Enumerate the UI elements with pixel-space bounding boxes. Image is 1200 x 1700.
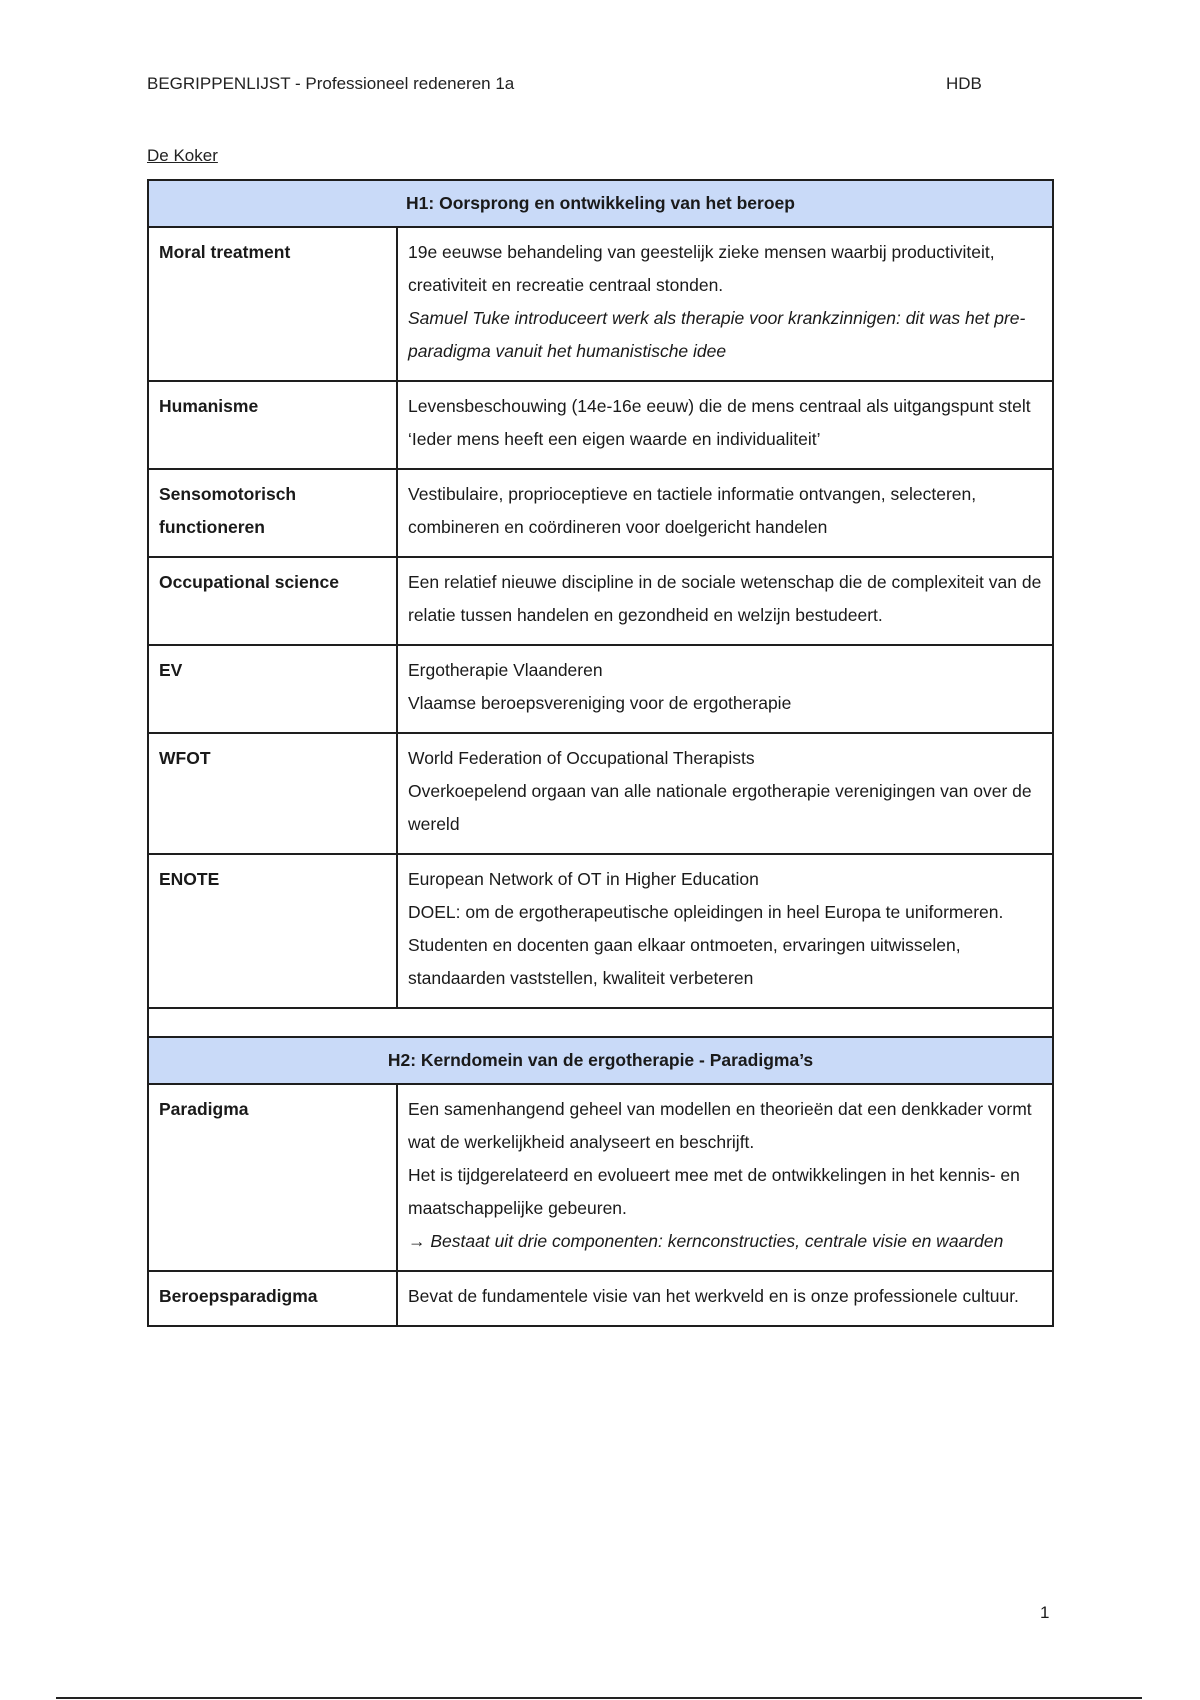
page-number: 1 [1040, 1603, 1050, 1622]
section-header-h2 [148, 1037, 1053, 1084]
definition-line: Vlaamse beroepsvereniging voor de ergotherapie [408, 693, 792, 713]
definition-line: Bevat de fundamentele visie van het werkveld en is onze professionele cultuur. [408, 1286, 1019, 1306]
glossary-row [148, 854, 1053, 1008]
section-header-h1 [148, 180, 1053, 227]
glossary-row [148, 227, 1053, 381]
definition-cell [397, 381, 1053, 469]
glossary-row [148, 733, 1053, 854]
definition-line: European Network of OT in Higher Education [408, 869, 759, 889]
term-cell: ENOTE [148, 854, 397, 1008]
definition-line: DOEL: om de ergotherapeutische opleidingen in heel Europa te uniformeren. Studenten en docenten gaan elkaar ontmoeten, ervaringen uitwisselen, standaarden vaststellen, kwaliteit verbeteren [408, 902, 1004, 988]
definition-cell [397, 1084, 1053, 1271]
document-title: BEGRIPPENLIJST - Professioneel redeneren 1a [147, 74, 515, 93]
definition-line: Het is tijdgerelateerd en evolueert mee met de ontwikkelingen in het kennis- en maatschappelijke gebeuren. [408, 1165, 1020, 1218]
definition-cell [397, 227, 1053, 381]
author-name: De Koker [147, 146, 218, 165]
definition-cell [397, 645, 1053, 733]
author-initials: HDB [946, 74, 982, 93]
definition-line: Samuel Tuke introduceert werk als therapie voor krankzinnigen: dit was het pre-paradigma vanuit het humanistische idee [408, 308, 1026, 361]
term-cell: WFOT [148, 733, 397, 854]
definition-line: Een samenhangend geheel van modellen en theorieën dat een denkkader vormt wat de werkelijkheid analyseert en beschrijft. [408, 1099, 1032, 1152]
glossary-row [148, 381, 1053, 469]
term-cell: Moral treatment [148, 227, 397, 381]
glossary-row [148, 1271, 1053, 1326]
glossary-row [148, 557, 1053, 645]
definition-line: Overkoepelend orgaan van alle nationale ergotherapie verenigingen van over de wereld [408, 781, 1032, 834]
definition-cell [397, 469, 1053, 557]
term-cell: Beroepsparadigma [148, 1271, 397, 1326]
glossary-row [148, 469, 1053, 557]
definition-line: Een relatief nieuwe discipline in de sociale wetenschap die de complexiteit van de relatie tussen handelen en gezondheid en welzijn bestudeert. [408, 572, 1042, 625]
definition-cell [397, 557, 1053, 645]
glossary-table [147, 179, 1054, 1327]
definition-line: Levensbeschouwing (14e-16e eeuw) die de mens centraal als uitgangspunt stelt [408, 396, 1031, 416]
definition-cell [397, 854, 1053, 1008]
term-cell: Sensomotorisch functioneren [148, 469, 397, 557]
section-heading: H2: Kerndomein van de ergotherapie - Paradigma’s [148, 1037, 1053, 1084]
definition-line: Vestibulaire, proprioceptieve en tactiele informatie ontvangen, selecteren, combineren en coördineren voor doelgericht handelen [408, 484, 977, 537]
section-heading: H1: Oorsprong en ontwikkeling van het beroep [148, 180, 1053, 227]
definition-line: Ergotherapie Vlaanderen [408, 660, 603, 680]
definition-line: → Bestaat uit drie componenten: kernconstructies, centrale visie en waarden [408, 1231, 1004, 1251]
term-cell: EV [148, 645, 397, 733]
glossary-row [148, 645, 1053, 733]
definition-cell [397, 1271, 1053, 1326]
term-cell: Paradigma [148, 1084, 397, 1271]
term-cell: Occupational science [148, 557, 397, 645]
definition-line: ‘Ieder mens heeft een eigen waarde en individualiteit’ [408, 429, 821, 449]
table-spacer-row [148, 1008, 1053, 1037]
definition-line: World Federation of Occupational Therapists [408, 748, 755, 768]
glossary-row [148, 1084, 1053, 1271]
definition-line: 19e eeuwse behandeling van geestelijk zieke mensen waarbij productiviteit, creativiteit en recreatie centraal stonden. [408, 242, 995, 295]
definition-cell [397, 733, 1053, 854]
footer-divider [56, 1697, 1142, 1699]
term-cell: Humanisme [148, 381, 397, 469]
